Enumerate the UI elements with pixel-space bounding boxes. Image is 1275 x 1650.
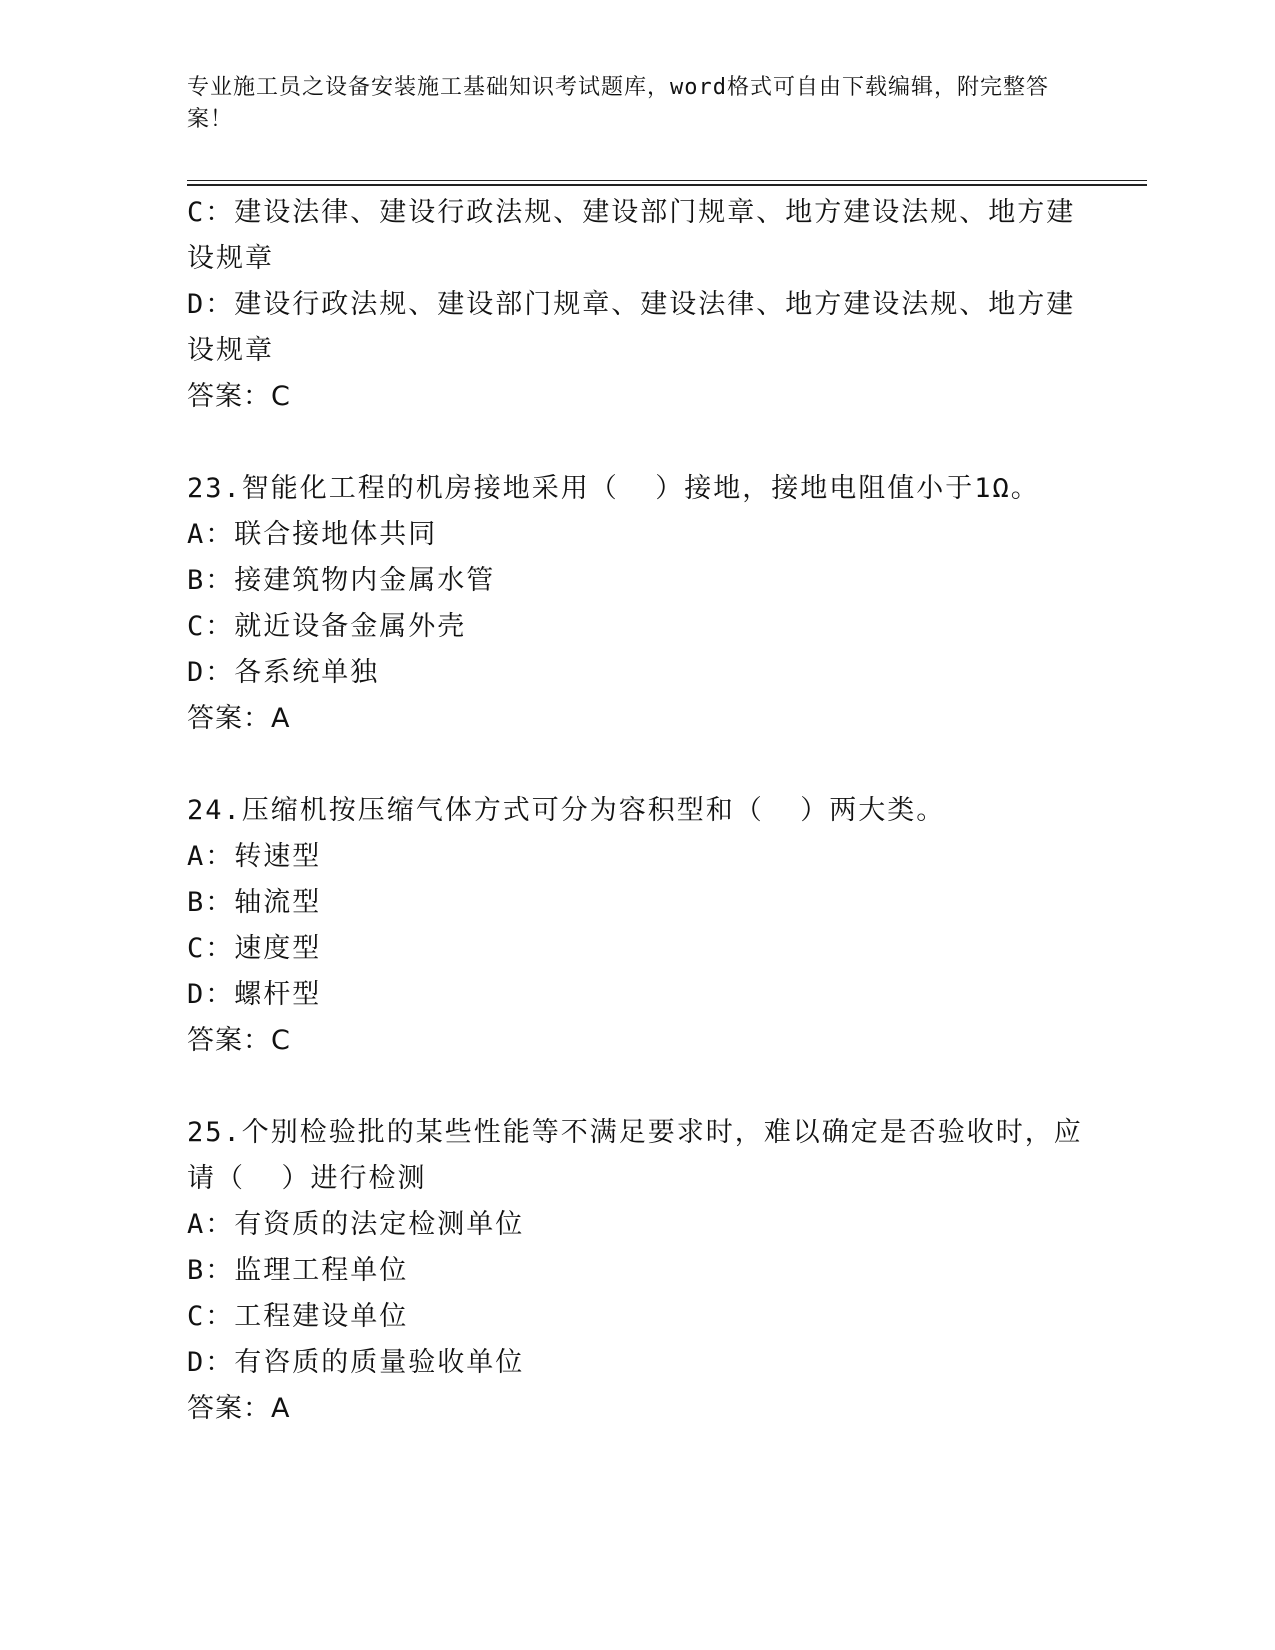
header-divider-thick	[187, 184, 1147, 186]
prev-option-d: D：建设行政法规、建设部门规章、建设法律、地方建设法规、地方建设规章	[187, 289, 1076, 366]
q25-option-b: B：监理工程单位	[187, 1255, 409, 1286]
prev-option-c: C：建设法律、建设行政法规、建设部门规章、地方建设法规、地方建设规章	[187, 197, 1076, 274]
q24-option-b: B：轴流型	[187, 887, 322, 918]
q25-answer: 答案：A	[187, 1393, 291, 1424]
q23-option-a: A：联合接地体共同	[187, 519, 438, 550]
spacer	[187, 420, 1087, 466]
spacer	[187, 742, 1087, 788]
q24-option-d: D：螺杆型	[187, 979, 322, 1010]
q24-answer: 答案：C	[187, 1025, 291, 1056]
question-list	[187, 190, 1087, 1432]
header-divider-thin	[187, 180, 1147, 181]
q23-option-d: D：各系统单独	[187, 657, 380, 688]
q23-option-b: B：接建筑物内金属水管	[187, 565, 496, 596]
prev-answer: 答案：C	[187, 381, 291, 412]
q23-option-c: C：就近设备金属外壳	[187, 611, 467, 642]
q25-option-c: C：工程建设单位	[187, 1301, 409, 1332]
q24-option-a: A：转速型	[187, 841, 322, 872]
q24-option-c: C：速度型	[187, 933, 322, 964]
q23-answer: 答案：A	[187, 703, 291, 734]
document-header: 专业施工员之设备安装施工基础知识考试题库，word格式可自由下载编辑，附完整答案！	[187, 75, 1049, 132]
question-24: 24.压缩机按压缩气体方式可分为容积型和（ ）两大类。	[187, 795, 946, 826]
question-23: 23.智能化工程的机房接地采用（ ）接地，接地电阻值小于1Ω。	[187, 473, 1040, 504]
q25-option-a: A：有资质的法定检测单位	[187, 1209, 525, 1240]
question-25: 25.个别检验批的某些性能等不满足要求时，难以确定是否验收时，应请（ ）进行检测	[187, 1117, 1083, 1194]
spacer	[187, 1064, 1087, 1110]
q25-option-d: D：有咨质的质量验收单位	[187, 1347, 525, 1378]
